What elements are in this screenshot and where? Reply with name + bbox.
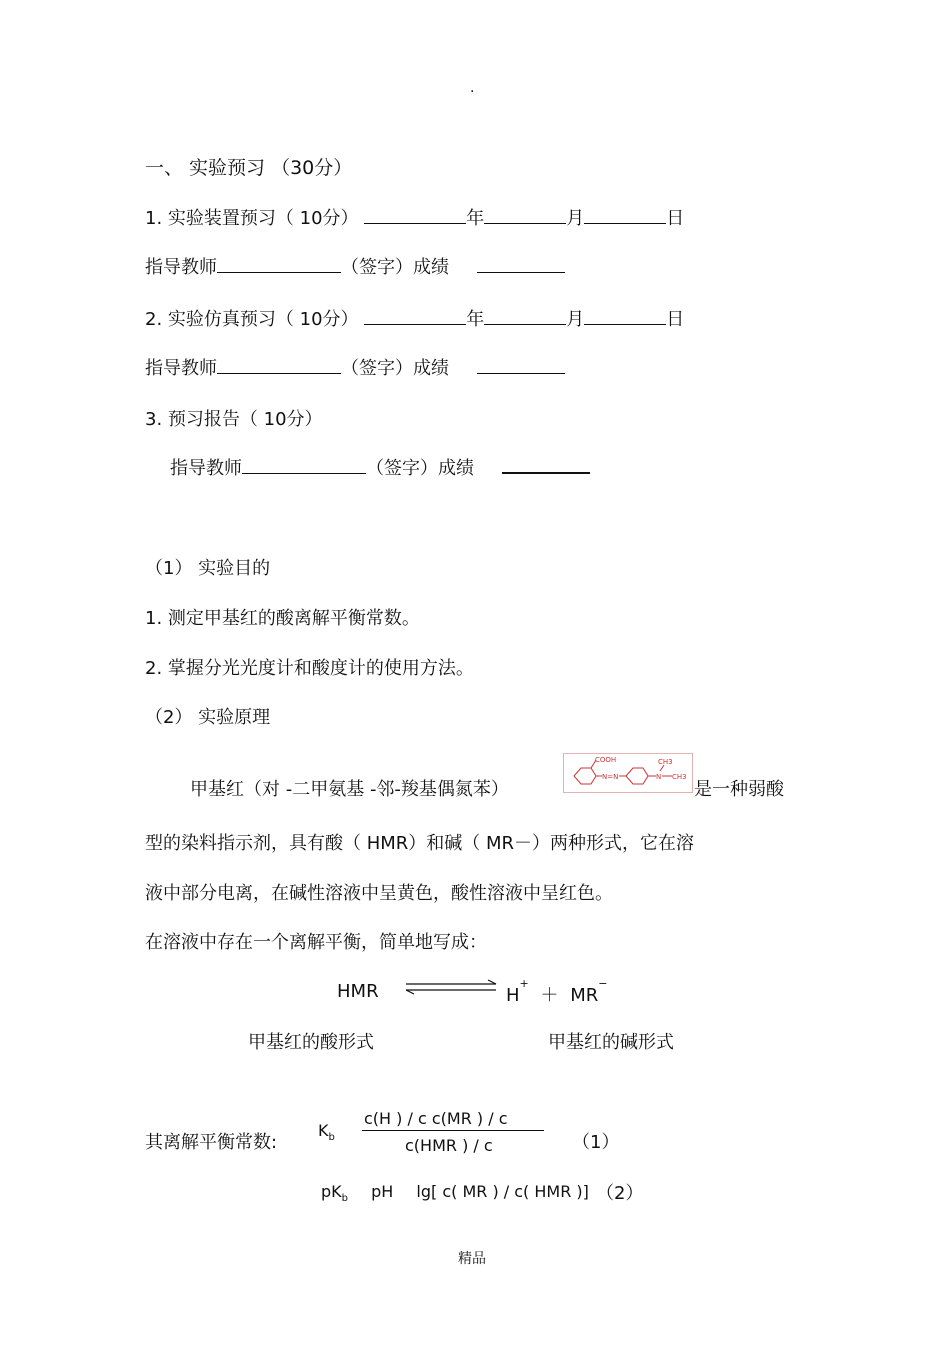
formula-k (318, 1121, 335, 1143)
eq-h-charge: + (519, 977, 529, 990)
equilibrium-arrow-icon (404, 979, 498, 995)
eq-mr: MR (570, 985, 599, 1006)
sign1-score-blank[interactable] (477, 256, 565, 273)
sign2-teacher-blank[interactable] (217, 357, 341, 374)
item2-year-blank[interactable] (364, 308, 466, 325)
principle-p1-start: 甲基红（对 -二甲氨基 -邻-羧基偶氮苯） (190, 779, 509, 800)
item1-day: 日 (666, 208, 685, 229)
methyl-red-structure-image (563, 753, 693, 793)
item2-day-blank[interactable] (584, 308, 666, 325)
sign3-line (170, 454, 590, 480)
sign1-teacher-blank[interactable] (217, 256, 341, 273)
formula-k-sub: b (328, 1132, 335, 1144)
eq-h: H (506, 985, 520, 1006)
sign2-teacher: 指导教师 (145, 358, 217, 379)
footer-label: 精品 (458, 1251, 486, 1267)
formula-numerator: c(H ) / c c(MR ) / c (364, 1109, 508, 1128)
sign3-score-blank[interactable] (502, 456, 590, 474)
ch3-top-label: CH3 (658, 758, 673, 766)
principle-p3: 液中部分电离，在碱性溶液中呈黄色，酸性溶液中呈红色。 (145, 883, 613, 904)
sign1-sign: （签字）成绩 (341, 257, 449, 278)
item1-year-blank[interactable] (364, 207, 466, 224)
sign1-teacher: 指导教师 (145, 257, 217, 278)
cooh-label: COOH (595, 756, 617, 764)
formula-k-symbol: K (318, 1121, 329, 1140)
purpose-title: （1） 实验目的 (145, 558, 271, 579)
formula-number-1: （1） (572, 1132, 620, 1153)
sign3-teacher-blank[interactable] (242, 457, 366, 474)
fraction-bar (362, 1130, 544, 1131)
formula-intro: 其离解平衡常数: (145, 1132, 278, 1153)
item1-label: 1. 实验装置预习（ 10分） (145, 208, 359, 229)
principle-p2: 型的染料指示剂，具有酸（ HMR）和碱（ MR－）两种形式，它在溶 (145, 833, 695, 854)
item1-day-blank[interactable] (584, 207, 666, 224)
formula2-pk-sub: b (341, 1193, 349, 1205)
eq-plus: ＋ (540, 985, 559, 1006)
eq-left-hmr: HMR (337, 981, 379, 1002)
formula2-ph: pH (371, 1182, 394, 1201)
eq-right (506, 977, 608, 1007)
item2-day: 日 (666, 309, 685, 330)
acid-form-label: 甲基红的酸形式 (248, 1032, 374, 1053)
sign2-score-blank[interactable] (477, 357, 565, 374)
principle-title: （2） 实验原理 (145, 707, 271, 728)
sign2-sign: （签字）成绩 (341, 358, 449, 379)
sign2-line (145, 354, 565, 380)
formula-number-2: （2） (596, 1183, 644, 1204)
purpose-item-1: 1. 测定甲基红的酸离解平衡常数。 (145, 608, 420, 629)
amine-n-label: N (656, 773, 662, 781)
item2-month: 月 (566, 309, 585, 330)
purpose-item-2: 2. 掌握分光光度计和酸度计的使用方法。 (145, 658, 474, 679)
sign3-sign: （签字）成绩 (366, 458, 474, 479)
item2-line (145, 305, 684, 331)
methyl-red-structure-svg (564, 754, 692, 792)
item1-line (145, 204, 684, 230)
sign1-line (145, 253, 565, 279)
item2-month-blank[interactable] (484, 308, 566, 325)
sign3-teacher: 指导教师 (170, 458, 242, 479)
principle-p4: 在溶液中存在一个离解平衡，简单地写成： (145, 932, 487, 953)
formula2-lg: lg[ c( MR ) / c( HMR )] (416, 1182, 589, 1201)
header-dot: . (470, 80, 475, 96)
azo-label: N=N (602, 773, 619, 781)
item3-label: 3. 预习报告（ 10分） (145, 409, 323, 430)
section-title: 一、 实验预习 （30分） (145, 157, 353, 179)
eq-mr-charge: − (598, 977, 608, 990)
item1-month-blank[interactable] (484, 207, 566, 224)
formula-denominator: c(HMR ) / c (405, 1136, 493, 1155)
base-form-label: 甲基红的碱形式 (548, 1032, 674, 1053)
ch3-right-label: CH3 (672, 773, 687, 781)
formula2 (321, 1182, 589, 1204)
item1-month: 月 (566, 208, 585, 229)
item2-year: 年 (466, 309, 485, 330)
item2-label: 2. 实验仿真预习（ 10分） (145, 309, 359, 330)
item1-year: 年 (466, 208, 485, 229)
principle-p1-end: 是一种弱酸 (694, 779, 784, 800)
formula2-pk: pK (321, 1182, 342, 1201)
